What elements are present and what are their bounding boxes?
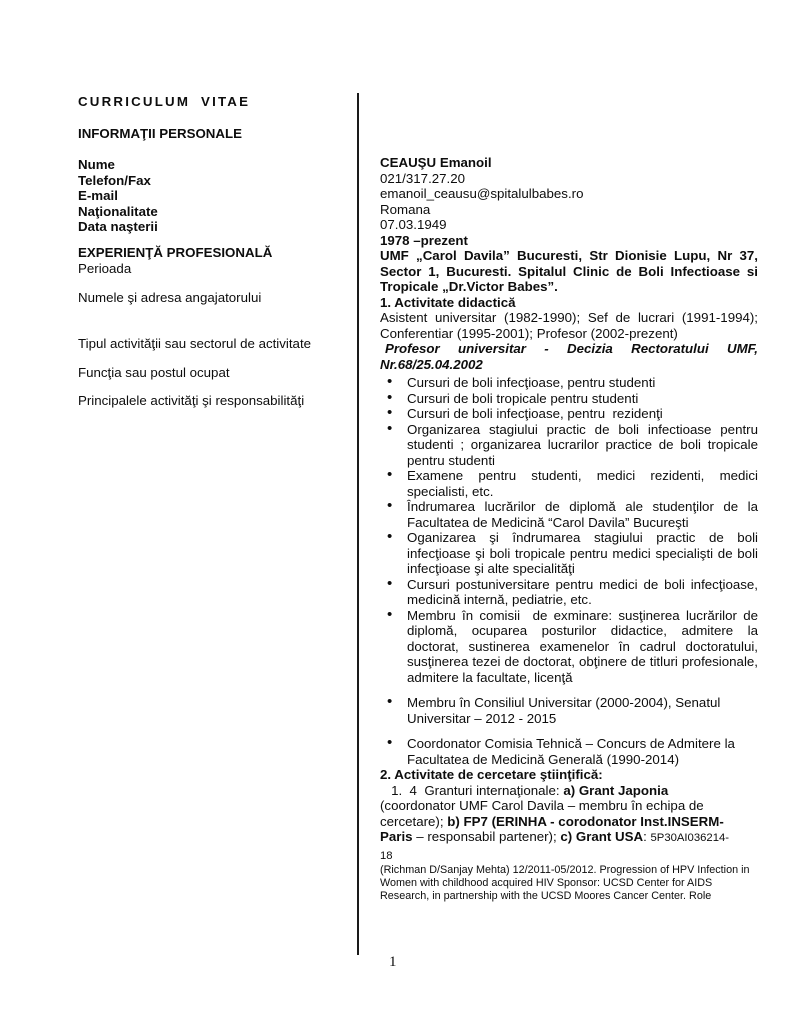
- cv-title: CURRICULUM VITAE: [78, 94, 251, 109]
- list-item: • Cursuri de boli tropicale pentru studenti: [380, 391, 758, 407]
- grant-colon: :: [643, 829, 651, 844]
- label-nationalitate: Naţionalitate: [78, 203, 158, 219]
- professor-decision-line1: Profesor universitar - Decizia Rectoratului UMF,: [385, 341, 758, 356]
- didactic-positions: Asistent universitar (1982-1990); Sef de lucrari (1991-1994); Conferentiar (1995-2001); Profesor (2002-prezent): [380, 310, 758, 341]
- personal-email: emanoil_ceausu@spitalulbabes.ro: [380, 186, 584, 201]
- grant-usa: c) Grant USA: [560, 829, 644, 844]
- employer-address: UMF „Carol Davila” Bucuresti, Str Dionisie Lupu, Nr 37, Sector 1, Bucuresti. Spitalul Clinic de Boli Infectioase si Tropicale „Dr.Victor Babes”.: [380, 248, 758, 294]
- section-experience: EXPERIENŢĂ PROFESIONALĂ: [78, 245, 273, 260]
- grant-japan: a) Grant Japonia: [563, 782, 669, 798]
- professor-decision-heading: [380, 341, 758, 372]
- grant-intro: 1. 4 Granturi internaţionale:: [380, 782, 564, 798]
- personal-phone: 021/317.27.20: [380, 170, 466, 186]
- grant-fine-print: (Richman D/Sanjay Mehta) 12/2011-05/2012. Progression of HPV Infection in Women with childhood acquired HIV Sponsor: UCSD Center for AIDS Research, in partnership with the UCSD Moores Cancer Center. Role: [380, 864, 750, 903]
- list-item: • Membru în comisii de exminare: susţinerea lucrărilor de diplomă, ocuparea posturilor didactice, admitere la doctorat, sustinerea examenelor în cadrul doctoratului, susţinerea tezei de doctorat, obţinere de titluri profesionale, admitere la facultate, licenţă: [380, 608, 758, 686]
- section-personal-info: INFORMAŢII PERSONALE: [78, 126, 242, 141]
- list-item: • Oganizarea şi îndrumarea stagiului practic de boli infecţioase şi boli tropicale pentru medici specialişti de boli infecţioase şi alte specialităţi: [380, 530, 758, 577]
- list-item: • Membru în Consiliul Universitar (2000-2004), Senatul Universitar – 2012 - 2015: [380, 695, 758, 726]
- personal-nationality: Romana: [380, 201, 431, 217]
- grants-paragraph: [380, 783, 732, 865]
- list-item: • Coordonator Comisia Tehnică – Concurs de Admitere la Facultatea de Medicină Generală (1990-2014): [380, 736, 758, 767]
- responsibilities-list: [380, 375, 758, 767]
- list-item: • Îndrumarea lucrărilor de diplomă ale studenţilor de la Facultatea de Medicină “Carol Davila” Bucureşti: [380, 499, 758, 530]
- list-item: • Cursuri postuniversitare pentru medici de boli infecţioase, medicină internă, pediatrie, etc.: [380, 577, 758, 608]
- employment-period: 1978 –prezent: [380, 232, 468, 248]
- didactic-activity-block: [380, 295, 758, 342]
- grant-fp7: b) FP7 (ERINHA - corodonator Inst.INSERM-Paris: [380, 813, 724, 844]
- list-item: • Examene pentru studenti, medici rezidenti, medici specialisti, etc.: [380, 468, 758, 499]
- label-tip-activitate: Tipul activităţii sau sectorul de activitate: [78, 336, 312, 351]
- grant-code: 5P30AI036214-18: [380, 832, 730, 862]
- list-item: • Organizarea stagiului practic de boli infectioase pentru studenti ; organizarea lucrarilor practice de boli tropicale pentru studenti: [380, 422, 758, 469]
- professor-decision-line2: Nr.68/25.04.2002: [380, 356, 483, 372]
- didactic-heading: 1. Activitate didactică: [380, 294, 516, 310]
- column-divider: [357, 93, 359, 955]
- label-responsabilitati: Principalele activităţi şi responsabilităţi: [78, 393, 305, 408]
- label-email: E-mail: [78, 188, 118, 203]
- list-item: • Cursuri de boli infecţioase, pentru rezidenţi: [380, 406, 758, 422]
- label-telefon-fax: Telefon/Fax: [78, 172, 151, 188]
- grant-mid1: (coordonator UMF Carol Davila – membru în echipa de cercetare);: [380, 782, 708, 829]
- page-number: 1: [389, 954, 397, 970]
- grant-mid2: – responsabil partener);: [412, 829, 561, 844]
- label-nume: Nume: [78, 157, 115, 172]
- label-perioada: Perioada: [78, 260, 132, 276]
- label-angajator: Numele şi adresa angajatorului: [78, 290, 262, 305]
- personal-birthdate: 07.03.1949: [380, 217, 447, 232]
- list-item: • Cursuri de boli infecţioase, pentru studenti: [380, 375, 758, 391]
- content-column: [380, 155, 758, 904]
- personal-name: CEAUŞU Emanoil: [380, 155, 492, 170]
- label-functie: Funcţia sau postul ocupat: [78, 365, 230, 380]
- research-heading: 2. Activitate de cercetare ştiinţifică:: [380, 767, 603, 782]
- label-data-nasterii: Data naşterii: [78, 219, 158, 234]
